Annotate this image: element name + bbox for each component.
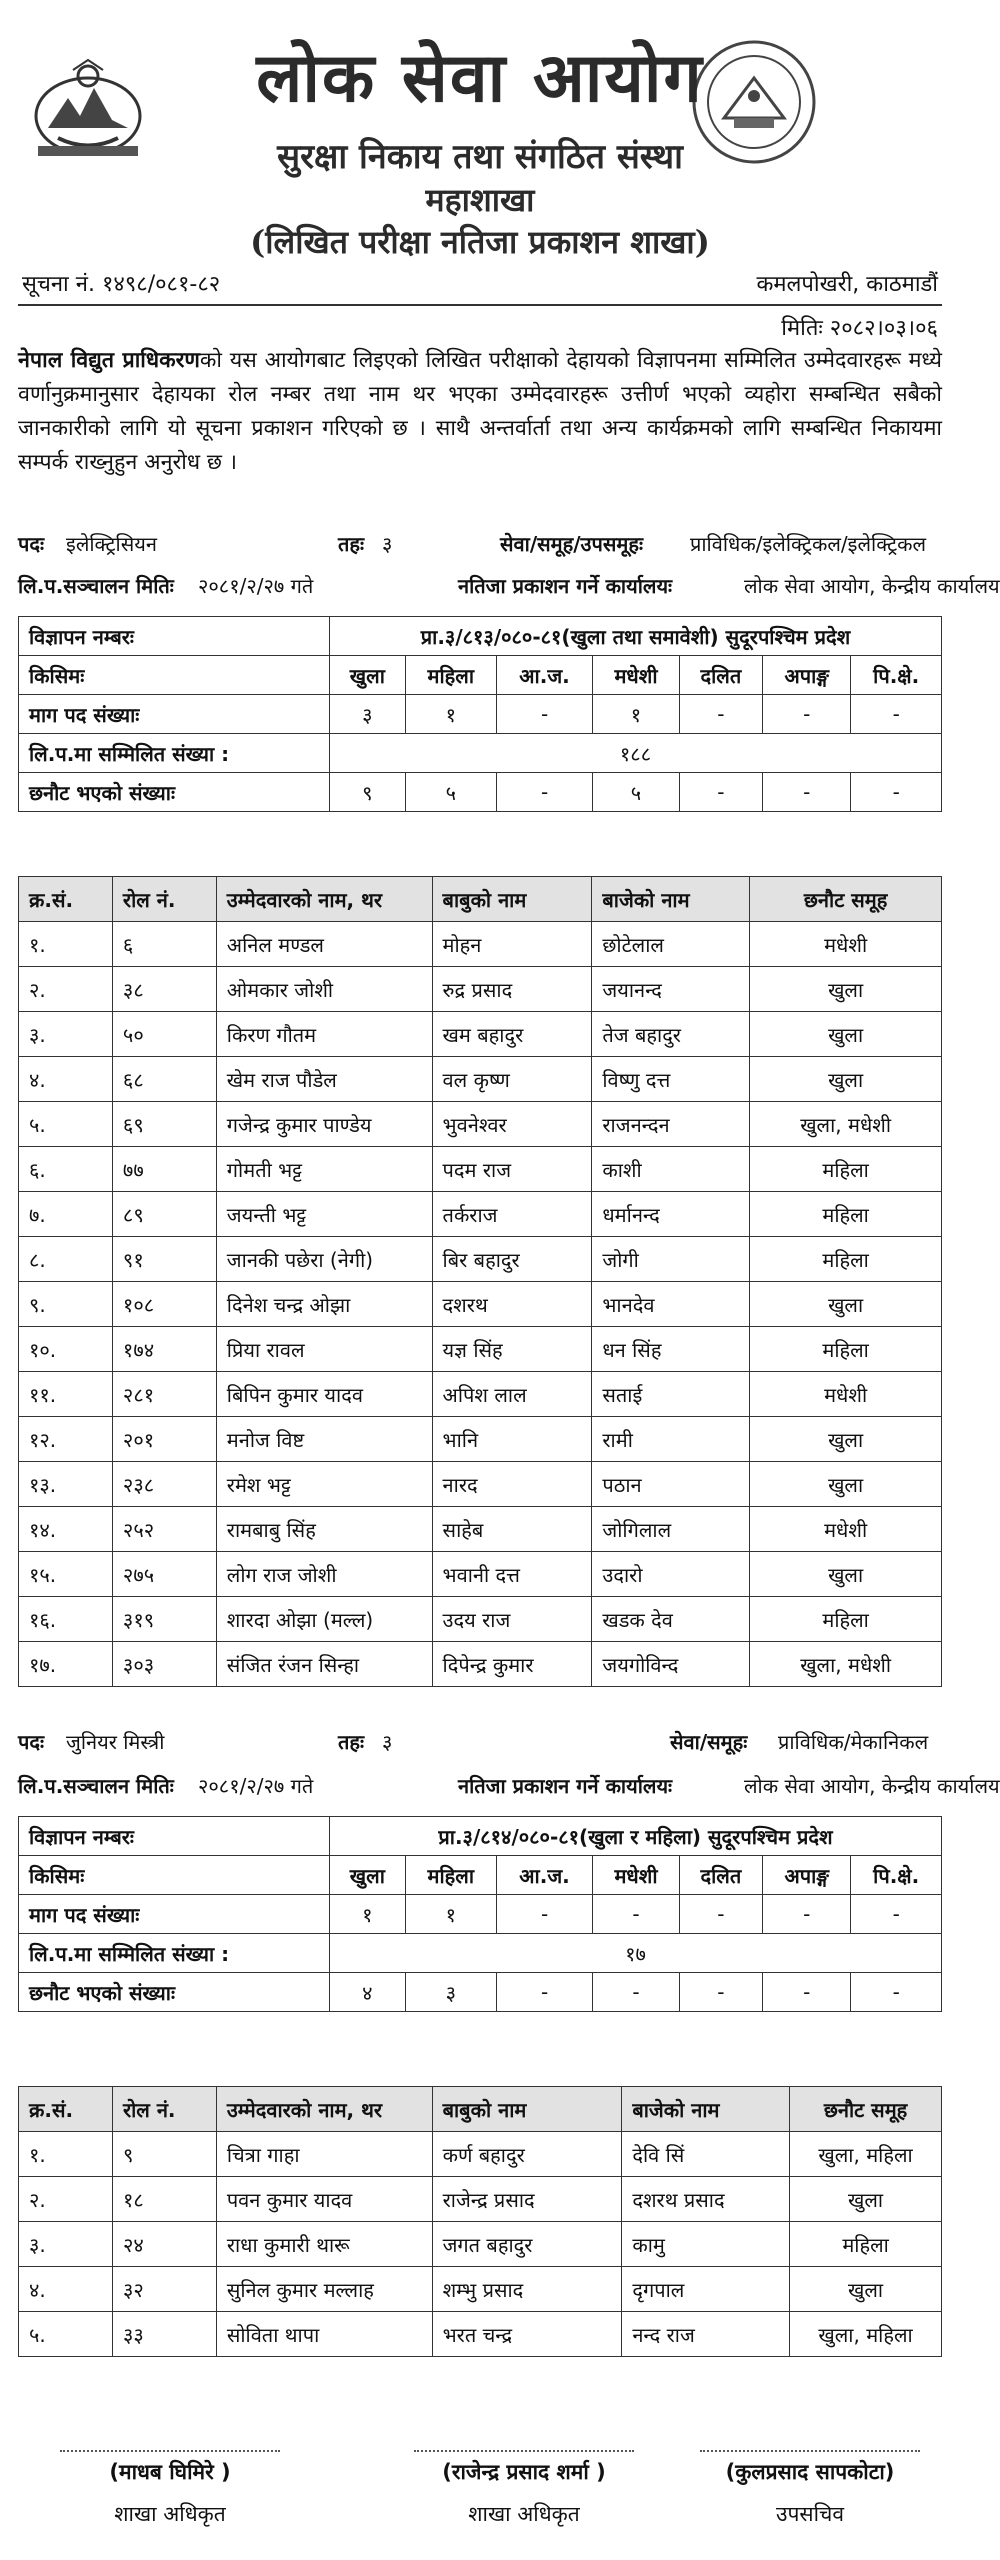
father-name-cell: पदम राज <box>432 1147 592 1192</box>
father-name-cell: जगत बहादुर <box>432 2222 622 2267</box>
candidate-name-cell: दिनेश चन्द्र ओझा <box>216 1282 432 1327</box>
appeared-count: १७ <box>330 1934 942 1973</box>
group-cell: महिला <box>750 1597 942 1642</box>
father-name-cell: तर्कराज <box>432 1192 592 1237</box>
grandfather-name-cell: नन्द राज <box>622 2312 790 2357</box>
result-row <box>19 2312 942 2357</box>
grandfather-name-cell: विष्णु दत्त <box>592 1057 750 1102</box>
roll-cell: ६ <box>112 922 216 967</box>
office-label: नतिजा प्रकाशन गर्ने कार्यालयः <box>458 574 673 598</box>
serial-cell: १६. <box>19 1597 113 1642</box>
col-grandfather: बाजेको नाम <box>622 2087 790 2132</box>
signatory-designation: शाखा अधिकृत <box>468 2502 580 2526</box>
serial-cell: ८. <box>19 1237 113 1282</box>
service-value: प्राविधिक/मेकानिकल <box>778 1730 929 1754</box>
grandfather-name-cell: जयानन्द <box>592 967 750 1012</box>
grandfather-name-cell: भानदेव <box>592 1282 750 1327</box>
col-group: छनौट समूह <box>750 877 942 922</box>
grandfather-name-cell: धन सिंह <box>592 1327 750 1372</box>
appeared-label: लि.प.मा सम्मिलित संख्या : <box>19 1934 330 1973</box>
type-backward: पि.क्षे. <box>851 656 942 695</box>
notice-row <box>18 268 942 306</box>
grandfather-name-cell: देवि सिं <box>622 2132 790 2177</box>
father-name-cell: राजेन्द्र प्रसाद <box>432 2177 622 2222</box>
father-name-cell: नारद <box>432 1462 592 1507</box>
col-serial: क्र.सं. <box>19 877 113 922</box>
selected-cell: ५ <box>405 773 496 812</box>
signature-block-3 <box>690 2450 930 2528</box>
candidate-name-cell: जयन्ती भट्ट <box>216 1192 432 1237</box>
post-info-row-1 <box>18 530 942 560</box>
col-roll: रोल नं. <box>112 877 216 922</box>
candidate-name-cell: शारदा ओझा (मल्ल) <box>216 1597 432 1642</box>
father-name-cell: बिर बहादुर <box>432 1237 592 1282</box>
signatory-name: (माधब घिमिरे ) <box>109 2460 231 2484</box>
demand-label: माग पद संख्याः <box>19 1895 330 1934</box>
father-name-cell: दशरथ <box>432 1282 592 1327</box>
type-dalit: दलित <box>679 1856 762 1895</box>
selected-cell: ३ <box>405 1973 496 2012</box>
selected-cell: - <box>679 1973 762 2012</box>
group-cell: खुला, महिला <box>790 2312 942 2357</box>
candidate-name-cell: गजेन्द्र कुमार पाण्डेय <box>216 1102 432 1147</box>
roll-cell: २७५ <box>112 1552 216 1597</box>
selected-cell: - <box>496 1973 592 2012</box>
serial-cell: ४. <box>19 1057 113 1102</box>
group-cell: खुला <box>750 1012 942 1057</box>
col-father: बाबुको नाम <box>432 877 592 922</box>
signature-block-2 <box>404 2450 644 2528</box>
office-value: लोक सेवा आयोग, केन्द्रीय कार्यालय <box>744 1774 1000 1798</box>
father-name-cell: अपिश लाल <box>432 1372 592 1417</box>
candidate-name-cell: गोमती भट्ट <box>216 1147 432 1192</box>
father-name-cell: मोहन <box>432 922 592 967</box>
group-cell: खुला, महिला <box>790 2132 942 2177</box>
ad-number: प्रा.३/८१३/०८०-८१(खुला तथा समावेशी) सुदूरपश्चिम प्रदेश <box>330 617 942 656</box>
demand-cell: - <box>851 695 942 734</box>
signatory-designation: शाखा अधिकृत <box>114 2502 226 2526</box>
roll-cell: ९ <box>112 2132 216 2177</box>
service-label: सेवा/समूहः <box>670 1730 748 1754</box>
serial-cell: ७. <box>19 1192 113 1237</box>
signatory-name: (कुलप्रसाद सापकोटा) <box>725 2460 895 2484</box>
signature-line <box>414 2450 634 2452</box>
group-cell: मधेशी <box>750 922 942 967</box>
result-row <box>19 2132 942 2177</box>
grandfather-name-cell: कामु <box>622 2222 790 2267</box>
section-name: (लिखित परीक्षा नतिजा प्रकाशन शाखा) <box>250 223 710 261</box>
serial-cell: १. <box>19 922 113 967</box>
candidate-name-cell: ओमकार जोशी <box>216 967 432 1012</box>
selected-cell: - <box>763 773 851 812</box>
group-cell: मधेशी <box>750 1507 942 1552</box>
intro-text: को यस आयोगबाट लिइएको लिखित परीक्षाको देहायको विज्ञापनमा सम्मिलित उम्मेदवारहरू मध्ये वर्णानुक्रमानुसार देहायका रोल नम्बर तथा नाम थर भएका उम्मेदवारहरू उत्तीर्ण भएको व्यहोरा सम्बन्धित सबैको जानकारीको लागि यो सूचना प्रकाशन गरिएको छ । साथै अन्तर्वार्ता तथा अन्य कार्यक्रमको लागि सम्बन्धित निकायमा सम्पर्क राख्नुहुन अनुरोध छ । <box>18 348 942 475</box>
ad-number: प्रा.३/८१४/०८०-८१(खुला र महिला) सुदूरपश्चिम प्रदेश <box>330 1817 942 1856</box>
demand-cell: - <box>763 1895 851 1934</box>
type-open: खुला <box>330 656 406 695</box>
candidate-name-cell: सोविता थापा <box>216 2312 432 2357</box>
father-name-cell: साहेब <box>432 1507 592 1552</box>
demand-cell: - <box>593 1895 679 1934</box>
group-cell: खुला <box>750 1462 942 1507</box>
post-label: पदः <box>18 1730 45 1754</box>
selected-cell: ४ <box>330 1973 406 2012</box>
roll-cell: ३१९ <box>112 1597 216 1642</box>
post-value: जुनियर मिस्त्री <box>66 1730 165 1754</box>
result-row <box>19 1057 942 1102</box>
father-name-cell: कर्ण बहादुर <box>432 2132 622 2177</box>
serial-cell: १४. <box>19 1507 113 1552</box>
candidate-name-cell: चित्रा गाहा <box>216 2132 432 2177</box>
selected-cell: - <box>851 1973 942 2012</box>
result-row <box>19 1372 942 1417</box>
selected-cell: - <box>763 1973 851 2012</box>
result-row <box>19 1552 942 1597</box>
vacancy-table-1 <box>18 616 942 812</box>
document-header <box>0 0 960 262</box>
exam-date-label: लि.प.सञ्चालन मितिः <box>18 574 174 598</box>
serial-cell: २. <box>19 967 113 1012</box>
demand-cell: - <box>496 1895 592 1934</box>
father-name-cell: यज्ञ सिंह <box>432 1327 592 1372</box>
serial-cell: ३. <box>19 2222 113 2267</box>
demand-cell: १ <box>405 695 496 734</box>
division-name: सुरक्षा निकाय तथा संगठित संस्था <box>277 137 683 177</box>
type-madhesi: मधेशी <box>593 1856 679 1895</box>
signature-line <box>700 2450 920 2452</box>
grandfather-name-cell: उदारो <box>592 1552 750 1597</box>
serial-cell: १. <box>19 2132 113 2177</box>
group-cell: खुला <box>750 1552 942 1597</box>
serial-cell: ५. <box>19 2312 113 2357</box>
selected-cell: - <box>679 773 762 812</box>
notice-number: सूचना नं. १४९८/०८१-८२ <box>22 272 221 297</box>
result-row <box>19 922 942 967</box>
demand-label: माग पद संख्याः <box>19 695 330 734</box>
type-dalit: दलित <box>679 656 762 695</box>
signature-line <box>60 2450 280 2452</box>
result-row <box>19 967 942 1012</box>
roll-cell: २३८ <box>112 1462 216 1507</box>
result-row <box>19 2222 942 2267</box>
roll-cell: १८ <box>112 2177 216 2222</box>
group-cell: खुला <box>750 1417 942 1462</box>
result-row <box>19 1282 942 1327</box>
grandfather-name-cell: धर्मानन्द <box>592 1192 750 1237</box>
signatory-designation: उपसचिव <box>775 2502 845 2526</box>
group-cell: महिला <box>750 1147 942 1192</box>
col-roll: रोल नं. <box>112 2087 216 2132</box>
roll-cell: ३३ <box>112 2312 216 2357</box>
grandfather-name-cell: सताई <box>592 1372 750 1417</box>
demand-cell: - <box>679 1895 762 1934</box>
grandfather-name-cell: छोटेलाल <box>592 922 750 967</box>
service-label: सेवा/समूह/उपसमूहः <box>500 532 643 556</box>
service-value: प्राविधिक/इलेक्ट्रिकल/इलेक्ट्रिकल <box>690 532 927 556</box>
level-label: तहः <box>338 532 365 556</box>
father-name-cell: रुद्र प्रसाद <box>432 967 592 1012</box>
candidate-name-cell: राधा कुमारी थारू <box>216 2222 432 2267</box>
candidate-name-cell: पवन कुमार यादव <box>216 2177 432 2222</box>
results-header-row <box>19 2087 942 2132</box>
demand-cell: - <box>496 695 592 734</box>
demand-cell: - <box>679 695 762 734</box>
roll-cell: ८९ <box>112 1192 216 1237</box>
serial-cell: ११. <box>19 1372 113 1417</box>
group-cell: मधेशी <box>750 1372 942 1417</box>
result-row <box>19 1192 942 1237</box>
candidate-name-cell: किरण गौतम <box>216 1012 432 1057</box>
demand-cell: १ <box>593 695 679 734</box>
serial-cell: ३. <box>19 1012 113 1057</box>
serial-cell: १५. <box>19 1552 113 1597</box>
division-type: महाशाखा <box>425 181 535 219</box>
level-value: ३ <box>382 532 393 556</box>
candidate-name-cell: रामबाबु सिंह <box>216 1507 432 1552</box>
father-name-cell: भुवनेश्वर <box>432 1102 592 1147</box>
candidate-name-cell: अनिल मण्डल <box>216 922 432 967</box>
group-cell: खुला <box>790 2177 942 2222</box>
grandfather-name-cell: पठान <box>592 1462 750 1507</box>
office-label: नतिजा प्रकाशन गर्ने कार्यालयः <box>458 1774 673 1798</box>
level-value: ३ <box>382 1730 393 1754</box>
post-value: इलेक्ट्रिसियन <box>66 532 157 556</box>
signatory-name: (राजेन्द्र प्रसाद शर्मा ) <box>442 2460 606 2484</box>
exam-date-label: लि.प.सञ्चालन मितिः <box>18 1774 174 1798</box>
exam-info-row-1 <box>18 572 1000 602</box>
type-label: किसिमः <box>19 1856 330 1895</box>
result-row <box>19 1102 942 1147</box>
type-janajati: आ.ज. <box>496 656 592 695</box>
result-row <box>19 1237 942 1282</box>
result-row <box>19 2267 942 2312</box>
father-name-cell: भरत चन्द्र <box>432 2312 622 2357</box>
father-name-cell: भवानी दत्त <box>432 1552 592 1597</box>
group-cell: खुला <box>750 1282 942 1327</box>
selected-cell: ५ <box>593 773 679 812</box>
selected-cell: - <box>496 773 592 812</box>
col-grandfather: बाजेको नाम <box>592 877 750 922</box>
grandfather-name-cell: दशरथ प्रसाद <box>622 2177 790 2222</box>
roll-cell: २८१ <box>112 1372 216 1417</box>
appeared-label: लि.प.मा सम्मिलित संख्या : <box>19 734 330 773</box>
col-father: बाबुको नाम <box>432 2087 622 2132</box>
col-name: उम्मेदवारको नाम, थर <box>216 2087 432 2132</box>
candidate-name-cell: प्रिया रावल <box>216 1327 432 1372</box>
intro-org: नेपाल विद्युत प्राधिकरण <box>18 348 200 373</box>
col-name: उम्मेदवारको नाम, थर <box>216 877 432 922</box>
father-name-cell: शम्भु प्रसाद <box>432 2267 622 2312</box>
demand-cell: १ <box>330 1895 406 1934</box>
serial-cell: १२. <box>19 1417 113 1462</box>
result-row <box>19 1642 942 1687</box>
serial-cell: १०. <box>19 1327 113 1372</box>
result-row <box>19 2177 942 2222</box>
selected-cell: - <box>851 773 942 812</box>
group-cell: महिला <box>750 1327 942 1372</box>
serial-cell: २. <box>19 2177 113 2222</box>
roll-cell: १०८ <box>112 1282 216 1327</box>
candidate-name-cell: रमेश भट्ट <box>216 1462 432 1507</box>
grandfather-name-cell: राजनन्दन <box>592 1102 750 1147</box>
appeared-count: १८८ <box>330 734 942 773</box>
candidate-name-cell: बिपिन कुमार यादव <box>216 1372 432 1417</box>
demand-cell: - <box>763 695 851 734</box>
selected-cell: ९ <box>330 773 406 812</box>
type-madhesi: मधेशी <box>593 656 679 695</box>
grandfather-name-cell: खडक देव <box>592 1597 750 1642</box>
serial-cell: ५. <box>19 1102 113 1147</box>
group-cell: महिला <box>750 1192 942 1237</box>
grandfather-name-cell: रामी <box>592 1417 750 1462</box>
post-info-row-2 <box>18 1728 942 1758</box>
grandfather-name-cell: जोगी <box>592 1237 750 1282</box>
father-name-cell: वल कृष्ण <box>432 1057 592 1102</box>
col-group: छनौट समूह <box>790 2087 942 2132</box>
grandfather-name-cell: दृगपाल <box>622 2267 790 2312</box>
col-serial: क्र.सं. <box>19 2087 113 2132</box>
group-cell: खुला <box>750 967 942 1012</box>
ad-label: विज्ञापन नम्बरः <box>19 1817 330 1856</box>
group-cell: खुला <box>750 1057 942 1102</box>
roll-cell: ९१ <box>112 1237 216 1282</box>
post-label: पदः <box>18 532 45 556</box>
result-row <box>19 1327 942 1372</box>
vacancy-table-2 <box>18 1816 942 2012</box>
grandfather-name-cell: जोगिलाल <box>592 1507 750 1552</box>
father-name-cell: भानि <box>432 1417 592 1462</box>
type-backward: पि.क्षे. <box>851 1856 942 1895</box>
type-disabled: अपाङ्ग <box>763 1856 851 1895</box>
type-label: किसिमः <box>19 656 330 695</box>
demand-cell: - <box>851 1895 942 1934</box>
serial-cell: १३. <box>19 1462 113 1507</box>
demand-cell: १ <box>405 1895 496 1934</box>
roll-cell: ५० <box>112 1012 216 1057</box>
group-cell: खुला <box>790 2267 942 2312</box>
type-open: खुला <box>330 1856 406 1895</box>
group-cell: महिला <box>790 2222 942 2267</box>
grandfather-name-cell: तेज बहादुर <box>592 1012 750 1057</box>
candidate-name-cell: खेम राज पौडेल <box>216 1057 432 1102</box>
result-row <box>19 1597 942 1642</box>
org-title: लोक सेवा आयोग <box>256 38 704 118</box>
selected-label: छनौट भएको संख्याः <box>19 1973 330 2012</box>
result-row <box>19 1012 942 1057</box>
roll-cell: ३८ <box>112 967 216 1012</box>
grandfather-name-cell: जयगोविन्द <box>592 1642 750 1687</box>
roll-cell: ६९ <box>112 1102 216 1147</box>
roll-cell: २४ <box>112 2222 216 2267</box>
serial-cell: ६. <box>19 1147 113 1192</box>
notice-place: कमलपोखरी, काठमाडौं <box>756 272 938 297</box>
type-janajati: आ.ज. <box>496 1856 592 1895</box>
father-name-cell: दिपेन्द्र कुमार <box>432 1642 592 1687</box>
results-table-1 <box>18 876 942 1687</box>
results-header-row <box>19 877 942 922</box>
result-row <box>19 1462 942 1507</box>
father-name-cell: उदय राज <box>432 1597 592 1642</box>
selected-cell: - <box>593 1973 679 2012</box>
candidate-name-cell: संजित रंजन सिन्हा <box>216 1642 432 1687</box>
result-row <box>19 1507 942 1552</box>
roll-cell: २०१ <box>112 1417 216 1462</box>
demand-cell: ३ <box>330 695 406 734</box>
notice-date: मितिः २०८२।०३।०६ <box>781 316 938 341</box>
result-row <box>19 1417 942 1462</box>
signature-block-1 <box>50 2450 290 2528</box>
serial-cell: ४. <box>19 2267 113 2312</box>
roll-cell: ३०३ <box>112 1642 216 1687</box>
exam-date-value: २०८१/२/२७ गते <box>198 574 314 598</box>
type-women: महिला <box>405 656 496 695</box>
office-value: लोक सेवा आयोग, केन्द्रीय कार्यालय <box>744 574 1000 598</box>
group-cell: महिला <box>750 1237 942 1282</box>
candidate-name-cell: लोग राज जोशी <box>216 1552 432 1597</box>
selected-label: छनौट भएको संख्याः <box>19 773 330 812</box>
group-cell: खुला, मधेशी <box>750 1102 942 1147</box>
exam-info-row-2 <box>18 1772 1000 1802</box>
roll-cell: ३२ <box>112 2267 216 2312</box>
roll-cell: ६८ <box>112 1057 216 1102</box>
intro-paragraph <box>18 344 942 480</box>
group-cell: खुला, मधेशी <box>750 1642 942 1687</box>
roll-cell: १७४ <box>112 1327 216 1372</box>
roll-cell: २५२ <box>112 1507 216 1552</box>
type-disabled: अपाङ्ग <box>763 656 851 695</box>
result-row <box>19 1147 942 1192</box>
serial-cell: १७. <box>19 1642 113 1687</box>
serial-cell: ९. <box>19 1282 113 1327</box>
results-table-2 <box>18 2086 942 2357</box>
candidate-name-cell: सुनिल कुमार मल्लाह <box>216 2267 432 2312</box>
candidate-name-cell: जानकी पछेरा (नेगी) <box>216 1237 432 1282</box>
exam-date-value: २०८१/२/२७ गते <box>198 1774 314 1798</box>
ad-label: विज्ञापन नम्बरः <box>19 617 330 656</box>
level-label: तहः <box>338 1730 365 1754</box>
candidate-name-cell: मनोज विष्ट <box>216 1417 432 1462</box>
roll-cell: ७७ <box>112 1147 216 1192</box>
type-women: महिला <box>405 1856 496 1895</box>
grandfather-name-cell: काशी <box>592 1147 750 1192</box>
father-name-cell: खम बहादुर <box>432 1012 592 1057</box>
